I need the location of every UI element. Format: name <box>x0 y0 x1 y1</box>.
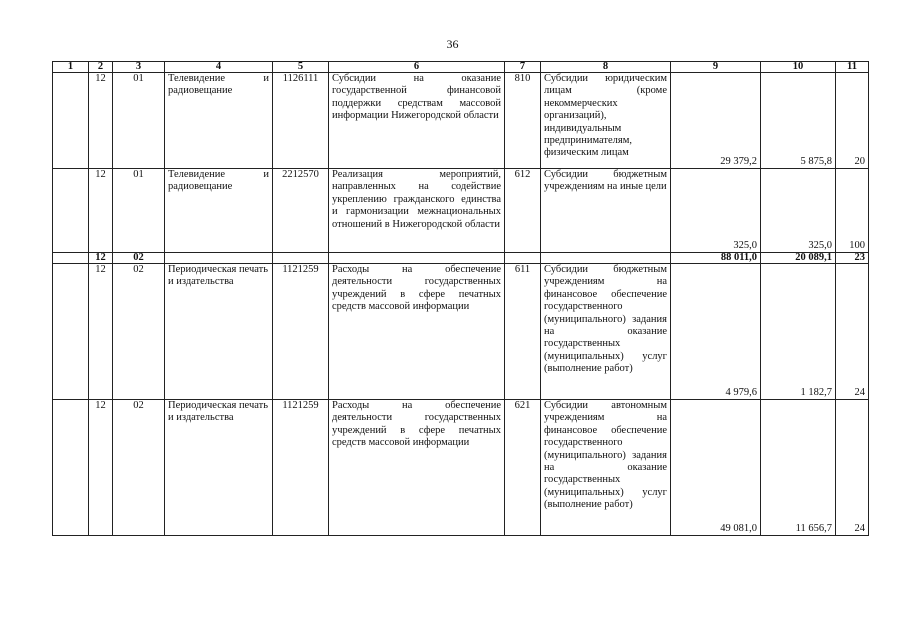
cell-expense-code <box>505 253 541 264</box>
cell-plan: 49 081,0 <box>671 400 761 536</box>
col-header-6: 6 <box>329 62 505 73</box>
cell-target-name: Субсидии на оказание государственной финансовой поддержки средствам массовой информации Нижегородской области <box>329 73 505 169</box>
header-row <box>53 62 869 73</box>
cell-subsection: 02 <box>113 264 165 400</box>
cell-percent: 24 <box>836 400 869 536</box>
cell-target-name: Расходы на обеспечение деятельности государственных учреждений в сфере печатных средств массовой информации <box>329 400 505 536</box>
cell-percent: 23 <box>836 253 869 264</box>
cell-subsection: 01 <box>113 73 165 169</box>
cell-expense-name <box>541 253 671 264</box>
cell-expense-name: Субсидии автономным учреждениям на финансовое обеспечение государственного (муниципального) задания на оказание государственных (муниципальных) услуг (выполнение работ) <box>541 400 671 536</box>
cell-target-code: 1121259 <box>273 400 329 536</box>
cell-expense-code: 810 <box>505 73 541 169</box>
cell-subsection-name: Периодическая печать и издательства <box>165 400 273 536</box>
cell-expense-name: Субсидии юридическим лицам (кроме некоммерческих организаций), индивидуальным предпринимателям, физическим лицам <box>541 73 671 169</box>
cell-section: 12 <box>89 73 113 169</box>
cell-c1 <box>53 73 89 169</box>
cell-target-code: 1126111 <box>273 73 329 169</box>
cell-plan: 325,0 <box>671 169 761 253</box>
cell-section: 12 <box>89 264 113 400</box>
cell-target-code: 2212570 <box>273 169 329 253</box>
cell-target-name: Расходы на обеспечение деятельности государственных учреждений в сфере печатных средств массовой информации <box>329 264 505 400</box>
col-header-9: 9 <box>671 62 761 73</box>
cell-c1 <box>53 264 89 400</box>
col-header-3: 3 <box>113 62 165 73</box>
table-row <box>53 169 869 253</box>
cell-actual: 1 182,7 <box>761 264 836 400</box>
cell-subsection-name: Телевидение и радиовещание <box>165 73 273 169</box>
cell-expense-name: Субсидии бюджетным учреждениям на иные цели <box>541 169 671 253</box>
cell-c1 <box>53 400 89 536</box>
cell-actual: 325,0 <box>761 169 836 253</box>
cell-actual: 20 089,1 <box>761 253 836 264</box>
cell-subsection-name <box>165 253 273 264</box>
col-header-7: 7 <box>505 62 541 73</box>
cell-expense-code: 612 <box>505 169 541 253</box>
cell-section: 12 <box>89 169 113 253</box>
cell-plan: 29 379,2 <box>671 73 761 169</box>
cell-plan: 4 979,6 <box>671 264 761 400</box>
cell-target-name: Реализация мероприятий, направленных на содействие укреплению гражданского единства и гармонизации межнациональных отношений в Нижегородской области <box>329 169 505 253</box>
cell-actual: 11 656,7 <box>761 400 836 536</box>
cell-plan: 88 011,0 <box>671 253 761 264</box>
cell-subsection: 02 <box>113 253 165 264</box>
col-header-8: 8 <box>541 62 671 73</box>
page-number: 36 <box>446 37 459 51</box>
budget-table <box>52 61 869 536</box>
cell-actual: 5 875,8 <box>761 73 836 169</box>
cell-c1 <box>53 253 89 264</box>
cell-target-code <box>273 253 329 264</box>
cell-expense-code: 621 <box>505 400 541 536</box>
subtotal-row <box>53 253 869 264</box>
cell-subsection-name: Периодическая печать и издательства <box>165 264 273 400</box>
cell-section: 12 <box>89 400 113 536</box>
col-header-10: 10 <box>761 62 836 73</box>
table-row <box>53 264 869 400</box>
cell-expense-code: 611 <box>505 264 541 400</box>
cell-target-code: 1121259 <box>273 264 329 400</box>
cell-expense-name: Субсидии бюджетным учреждениям на финансовое обеспечение государственного (муниципального) задания на оказание государственных (муниципальных) услуг (выполнение работ) <box>541 264 671 400</box>
col-header-11: 11 <box>836 62 869 73</box>
cell-subsection: 01 <box>113 169 165 253</box>
cell-target-name <box>329 253 505 264</box>
col-header-2: 2 <box>89 62 113 73</box>
col-header-4: 4 <box>165 62 273 73</box>
cell-percent: 24 <box>836 264 869 400</box>
cell-subsection: 02 <box>113 400 165 536</box>
cell-percent: 20 <box>836 73 869 169</box>
table-row <box>53 400 869 536</box>
cell-percent: 100 <box>836 169 869 253</box>
table-row <box>53 73 869 169</box>
cell-c1 <box>53 169 89 253</box>
col-header-1: 1 <box>53 62 89 73</box>
cell-subsection-name: Телевидение и радиовещание <box>165 169 273 253</box>
cell-section: 12 <box>89 253 113 264</box>
col-header-5: 5 <box>273 62 329 73</box>
